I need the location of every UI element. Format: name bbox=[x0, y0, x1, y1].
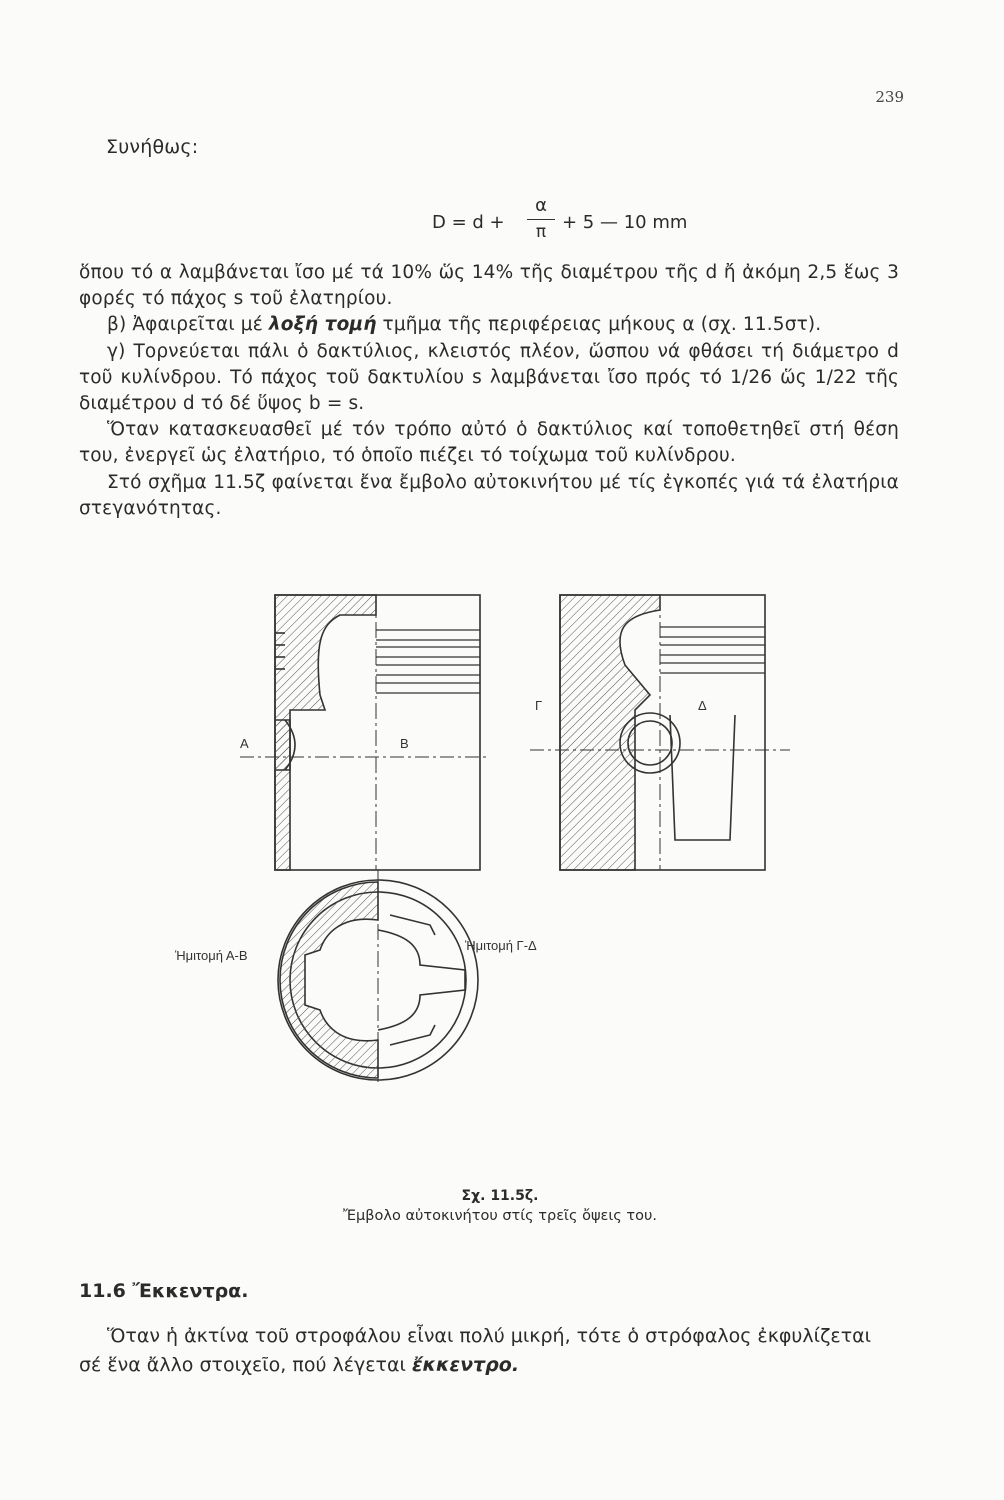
emphasis-eccentric: ἔκκεντρο. bbox=[411, 1354, 520, 1376]
paragraph-2-end: τμῆμα τῆς περιφέρειας μήκους α (σχ. 11.5στ). bbox=[382, 314, 822, 336]
section-text bbox=[79, 1322, 899, 1380]
body-text bbox=[79, 260, 899, 522]
fraction-bar bbox=[527, 219, 555, 220]
label-d: Δ bbox=[698, 698, 707, 713]
section-heading: 11.6 Ἔκκεντρα. bbox=[79, 1280, 249, 1302]
page-number: 239 bbox=[875, 88, 904, 106]
emphasis-oblique-cut: λοξή τομή bbox=[268, 314, 377, 336]
caption-text: Ἔμβολο αὐτοκινήτου στίς τρεῖς ὄψεις του. bbox=[343, 1208, 657, 1224]
section-gd-label: Ἡμιτομή Γ-Δ bbox=[465, 938, 537, 953]
piston-figure bbox=[175, 585, 800, 1055]
paragraph-2 bbox=[79, 312, 899, 338]
paragraph-5: Στό σχῆμα 11.5ζ φαίνεται ἔνα ἔμβολο αὐτοκινήτου μέ τίς ἐγκοπές γιά τά ἐλατήρια στεγανότητας. bbox=[79, 471, 899, 519]
section-ab-label: Ἡμιτομή Α-Β bbox=[175, 948, 248, 963]
formula-denominator: π bbox=[535, 222, 547, 242]
label-b: B bbox=[400, 736, 409, 751]
section-text-start: Ὅταν ἡ ἀκτίνα τοῦ στροφάλου εἶναι πολύ μικρή, τότε ὁ στρόφαλος ἐκφυλίζεται σέ ἕνα ἄλλο στοιχεῖο, πού λέγεται bbox=[79, 1325, 872, 1376]
paragraph-4: Ὅταν κατασκευασθεῖ μέ τόν τρόπο αὐτό ὁ δακτύλιος καί τοποθετηθεῖ στή θέση του, ἐνεργεῖ ὡς ἐλατήριο, τό ὁποῖο πιέζει τό τοίχωμα τοῦ κυλίνδρου. bbox=[79, 419, 899, 467]
formula-numerator: α bbox=[535, 195, 547, 216]
piston-drawing bbox=[175, 585, 800, 1055]
formula-lhs: D = d + bbox=[432, 212, 505, 233]
paragraph-1: ὅπου τό α λαμβάνεται ἴσο μέ τά 10% ὥς 14% τῆς διαμέτρου τῆς d ἤ ἀκόμη 2,5 ἕως 3 φορές τό πάχος s τοῦ ἐλατηρίου. bbox=[79, 262, 899, 310]
label-g: Γ bbox=[535, 698, 543, 713]
label-a: A bbox=[240, 736, 249, 751]
section-paragraph bbox=[79, 1322, 899, 1380]
figure-caption bbox=[310, 1188, 690, 1224]
intro-word: Συνήθως: bbox=[106, 136, 199, 158]
paragraph-2-start: β) Ἀφαιρεῖται μέ bbox=[107, 314, 263, 336]
paragraph-3: γ) Τορνεύεται πάλι ὁ δακτύλιος, κλειστός πλέον, ὥσπου νά φθάσει τή διάμετρο d τοῦ κυλίνδρου. Τό πάχος τοῦ δακτυλίου s λαμβάνεται ἴσο πρός τό 1/26 ὥς 1/22 τῆς διαμέτρου d τό δέ ὕψος b = s. bbox=[79, 340, 899, 415]
caption-number: Σχ. 11.5ζ. bbox=[461, 1188, 539, 1204]
formula bbox=[432, 194, 732, 250]
formula-rhs: + 5 — 10 mm bbox=[562, 212, 688, 233]
formula-fraction bbox=[527, 194, 555, 241]
